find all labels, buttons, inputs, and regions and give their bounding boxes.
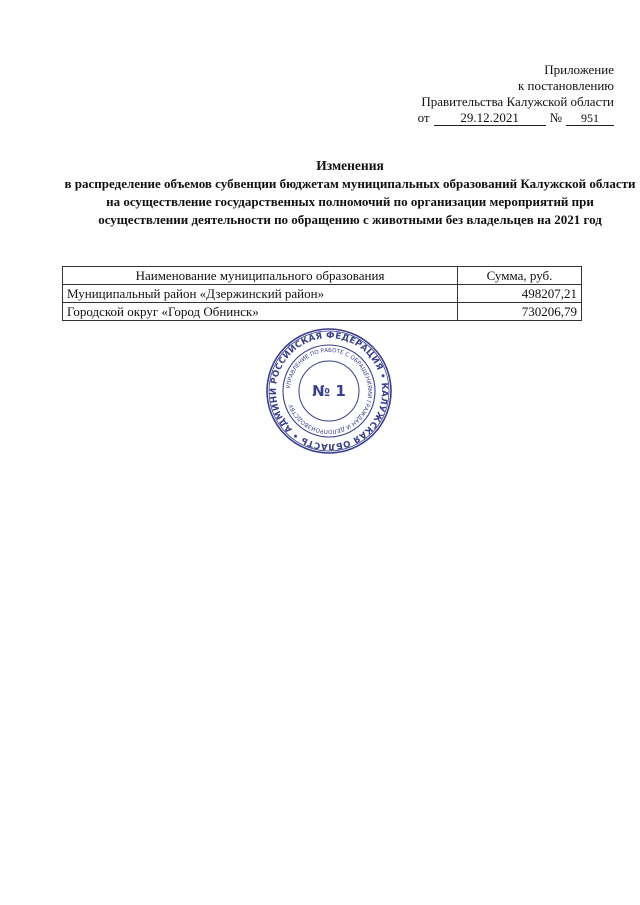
svg-text:УПРАВЛЕНИЕ ПО РАБОТЕ С ОБРАЩЕН: УПРАВЛЕНИЕ ПО РАБОТЕ С ОБРАЩЕНИЯМИ ГРАЖДАН И ДЕЛОПРОИЗВОДСТВУ <box>286 347 373 435</box>
resolution-number: 951 <box>566 111 614 126</box>
subvention-sum: 498207,21 <box>458 285 582 303</box>
distribution-table <box>62 266 582 321</box>
column-header-sum: Сумма, руб. <box>458 267 582 285</box>
appendix-authority: Правительства Калужской области <box>421 94 614 109</box>
municipality-name: Муниципальный район «Дзержинский район» <box>63 285 458 303</box>
subvention-sum: 730206,79 <box>458 303 582 321</box>
document-title <box>60 157 640 229</box>
column-header-name: Наименование муниципального образования <box>63 267 458 285</box>
official-seal <box>264 326 394 456</box>
appendix-ref: к постановлению <box>517 78 614 93</box>
table-header-row <box>63 267 582 285</box>
title-heading: Изменения <box>316 158 384 173</box>
from-label: от <box>417 110 430 125</box>
appendix-block <box>418 62 614 126</box>
appendix-title: Приложение <box>544 62 614 77</box>
municipality-name: Городской округ «Город Обнинск» <box>63 303 458 321</box>
seal-stamp-image <box>264 326 394 456</box>
svg-text:РОССИЙСКАЯ ФЕДЕРАЦИЯ • КАЛУЖСК: РОССИЙСКАЯ ФЕДЕРАЦИЯ • КАЛУЖСКАЯ ОБЛАСТЬ • АДМИНИ <box>268 330 390 452</box>
svg-text:№ 1: № 1 <box>312 382 346 400</box>
resolution-date-number <box>418 110 614 126</box>
table-row <box>63 285 582 303</box>
title-body: в распределение объемов субвенции бюджетам муниципальных образований Калужской области на осуществление государственных полномочий по организации мероприятий при осуществлении деятельности по обращению с животными без владельцев на 2021 год <box>64 176 636 227</box>
number-label: № <box>549 110 562 125</box>
table-row <box>63 303 582 321</box>
resolution-date: 29.12.2021 <box>434 111 546 126</box>
